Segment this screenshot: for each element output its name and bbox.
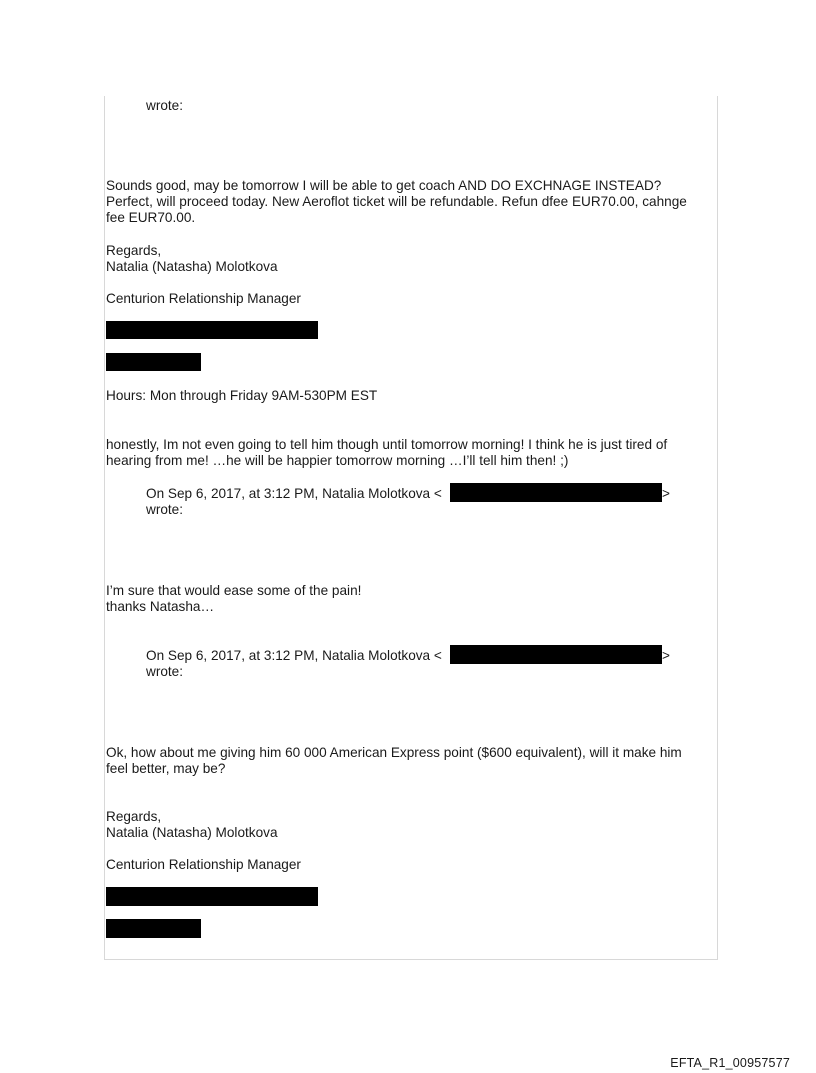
signature-name: Natalia (Natasha) Molotkova [106, 825, 278, 840]
signature-hours: Hours: Mon through Friday 9AM-530PM EST [106, 388, 378, 403]
message-line: fee EUR70.00. [106, 210, 196, 225]
signature-name: Natalia (Natasha) Molotkova [106, 259, 278, 274]
wrote-label: wrote: [146, 664, 184, 679]
signature-regards: Regards, [106, 243, 162, 258]
message-line: Ok, how about me giving him 60 000 American Express point ($600 equivalent), will it make him [106, 745, 682, 760]
quote-header-close: > [662, 486, 670, 501]
quote-header-text: On Sep 6, 2017, at 3:12 PM, Natalia Molotkova < [146, 486, 442, 501]
message-line: feel better, may be? [106, 761, 226, 776]
signature-title: Centurion Relationship Manager [106, 857, 301, 872]
redaction-bar [106, 321, 318, 339]
redaction-bar [106, 919, 201, 938]
quote-header [146, 648, 442, 664]
signature-title: Centurion Relationship Manager [106, 291, 301, 306]
signature-regards: Regards, [106, 809, 162, 824]
message-line: Sounds good, may be tomorrow I will be able to get coach AND DO EXCHNAGE INSTEAD? [106, 178, 662, 193]
redaction-bar [106, 353, 201, 371]
message-line: I’m sure that would ease some of the pain! [106, 583, 362, 598]
quote-header [146, 486, 442, 502]
document-id: EFTA_R1_00957577 [670, 1056, 790, 1070]
message-line: Perfect, will proceed today. New Aeroflot ticket will be refundable. Refun dfee EUR70.00, cahnge [106, 194, 687, 209]
quote-header-close: > [662, 648, 670, 663]
message-line: thanks Natasha… [106, 599, 215, 614]
quote-header-text: On Sep 6, 2017, at 3:12 PM, Natalia Molotkova < [146, 648, 442, 663]
wrote-label: wrote: [146, 98, 184, 113]
message-line: honestly, Im not even going to tell him though until tomorrow morning! I think he is just tired of [106, 437, 668, 452]
redaction-bar [106, 887, 318, 906]
redacted-email [450, 645, 662, 664]
message-line: hearing from me! …he will be happier tomorrow morning …I’ll tell him then! ;) [106, 453, 569, 468]
wrote-label: wrote: [146, 502, 184, 517]
redacted-email [450, 483, 662, 502]
